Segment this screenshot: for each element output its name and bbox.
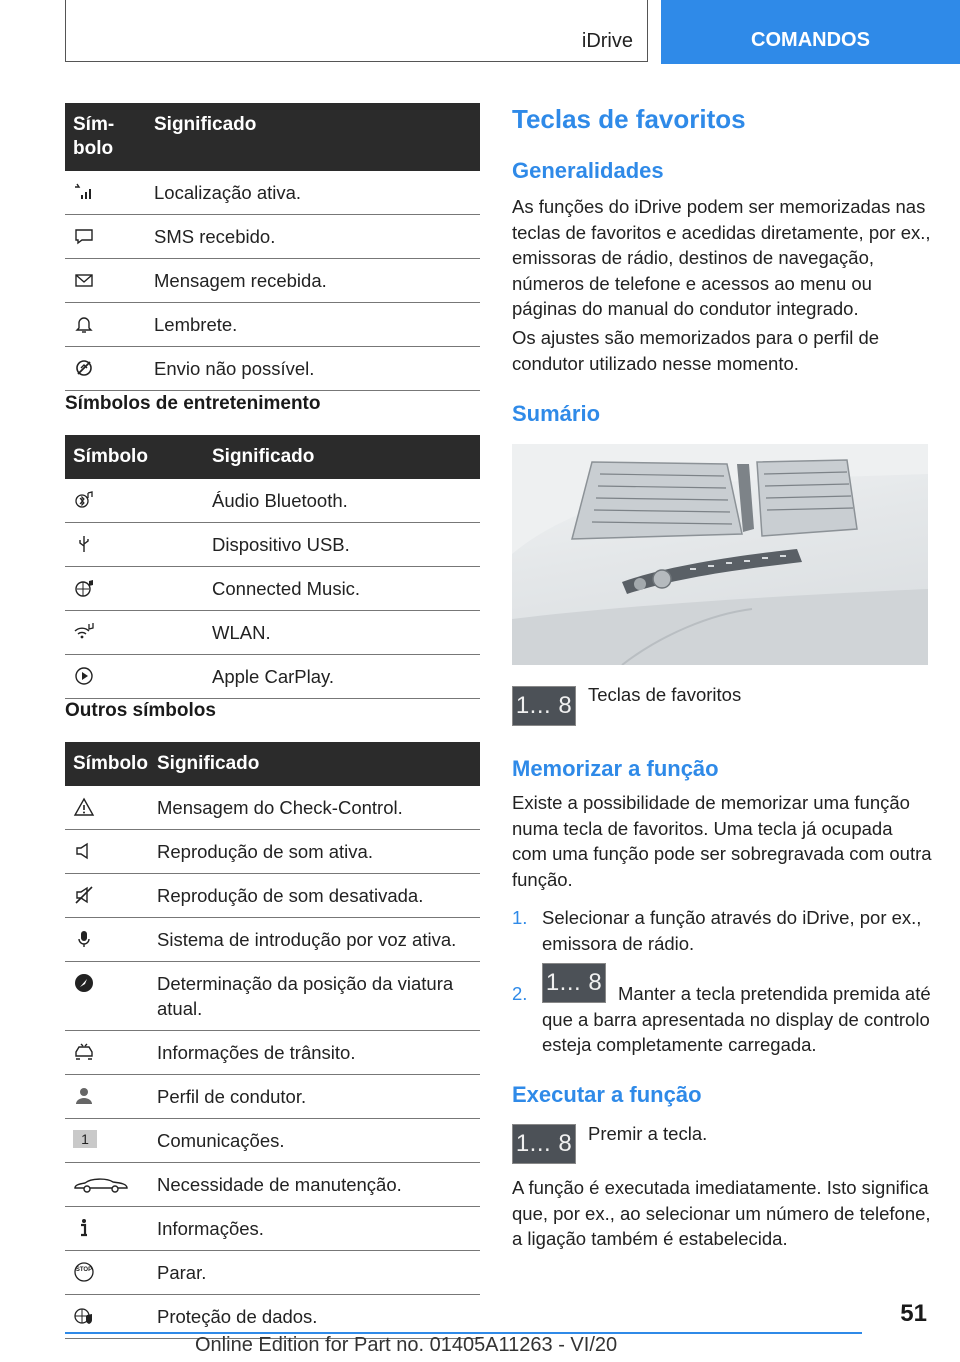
- navigation-arrow-icon: [73, 972, 95, 994]
- symbol-table-other: [65, 742, 480, 1339]
- table-row: [65, 1075, 480, 1119]
- table-row: [65, 830, 480, 874]
- step-2-text: Manter a tecla pretendida premida até que a barra apresentada no display de controlo esteja completamente carregada.: [542, 983, 931, 1055]
- row-text: Reprodução de som ativa.: [157, 841, 373, 862]
- bell-icon: [73, 313, 95, 335]
- chapter-tab: COMANDOS: [661, 0, 960, 64]
- table-row: [65, 611, 480, 655]
- page-number: 51: [900, 1300, 927, 1327]
- col-meaning-header: Significado: [212, 446, 315, 467]
- symbol-table-communication: [65, 103, 480, 391]
- table-row: [65, 918, 480, 962]
- favorite-key-caption: Teclas de favoritos: [588, 684, 742, 705]
- row-text: Informações.: [157, 1218, 264, 1239]
- row-text: Lembrete.: [154, 314, 238, 335]
- usb-icon: [73, 533, 95, 555]
- table-row: [65, 1119, 480, 1163]
- table-header: [65, 742, 480, 786]
- table-row: [65, 1163, 480, 1207]
- step-2-number: 2.: [512, 983, 528, 1004]
- info-icon: [73, 1217, 95, 1239]
- table-row: [65, 874, 480, 918]
- row-text: Reprodução de som desativada.: [157, 885, 424, 906]
- table-row: [65, 259, 480, 303]
- speaker-icon: [73, 840, 95, 862]
- table-header: [65, 435, 480, 479]
- table-row: [65, 962, 480, 1031]
- header-frame: [65, 0, 648, 62]
- table-row: [65, 523, 480, 567]
- table-row: [65, 1207, 480, 1251]
- favorite-key-button: 1... 8: [512, 1124, 576, 1164]
- table-header: [65, 103, 480, 171]
- memorize-steps: [512, 905, 932, 1065]
- general-paragraph-2: Os ajustes são memorizados para o perfil de condutor utilizado nesse momento.: [512, 327, 880, 374]
- row-text: Comunicações.: [157, 1130, 285, 1151]
- footer-edition: Online Edition for Part no. 01405A11263 - VI/20: [195, 1334, 618, 1356]
- general-paragraph-1: As funções do iDrive podem ser memorizadas nas teclas de favoritos e acedidas diretamente, por ex., emissoras de rádio, destinos de navegação, números de telefone e acessos ao menu ou páginas do manual do condutor integrado.: [512, 196, 931, 319]
- envelope-icon: [73, 269, 95, 291]
- col-symbol-header: Símbolo: [73, 446, 148, 467]
- table-row: [65, 171, 480, 215]
- symbol-table-entertainment: [65, 435, 480, 699]
- table-row: [65, 1251, 480, 1295]
- memorize-paragraph: Existe a possibilidade de memorizar uma função numa tecla de favoritos. Uma tecla já ocupada com uma função pode ser sobregravada com outra função.: [512, 792, 932, 890]
- row-text: SMS recebido.: [154, 226, 276, 247]
- communication-badge-icon: 1: [73, 1130, 97, 1148]
- warning-triangle-icon: [73, 796, 95, 818]
- table-row: [65, 1031, 480, 1075]
- col-meaning-header: Significado: [157, 753, 260, 774]
- stop-icon: [73, 1261, 95, 1283]
- col-symbol-header: Símbolo: [73, 753, 148, 774]
- row-text: Proteção de dados.: [157, 1306, 318, 1327]
- row-text: Informações de trânsito.: [157, 1042, 356, 1063]
- favorite-key-button: 1... 8: [512, 686, 576, 726]
- favorite-key-button: 1... 8: [542, 963, 606, 1003]
- row-text: Apple CarPlay.: [212, 666, 335, 687]
- entertainment-symbols-title: Símbolos de entretenimento: [65, 393, 321, 414]
- row-text: Mensagem recebida.: [154, 270, 327, 291]
- step-1-text: Selecionar a função através do iDrive, por ex., emissora de rádio.: [542, 907, 922, 954]
- row-text: Parar.: [157, 1262, 207, 1283]
- row-text: WLAN.: [212, 622, 271, 643]
- stop-badge-text: STOP: [75, 1267, 93, 1273]
- row-text: Perfil de condutor.: [157, 1086, 307, 1107]
- row-text: Localização ativa.: [154, 182, 302, 203]
- col-meaning-header: Significado: [154, 114, 257, 135]
- row-text: Mensagem do Check-Control.: [157, 797, 403, 818]
- send-blocked-icon: [73, 357, 95, 379]
- execute-heading: Executar a função: [512, 1082, 702, 1107]
- row-text: Connected Music.: [212, 578, 361, 599]
- memorize-heading: Memorizar a função: [512, 756, 719, 781]
- favorite-keys-title: Teclas de favoritos: [512, 104, 746, 134]
- row-text: Áudio Bluetooth.: [212, 490, 348, 511]
- row-text: Dispositivo USB.: [212, 534, 350, 555]
- table-row: [65, 655, 480, 699]
- row-text: Necessidade de manutenção.: [157, 1174, 402, 1195]
- row-text: Determinação da posição da viatura atual.: [157, 973, 454, 1019]
- bluetooth-audio-icon: [73, 489, 95, 511]
- col-symbol-header: Sím- bolo: [73, 114, 115, 159]
- driver-profile-icon: [73, 1085, 95, 1107]
- connected-music-icon: [73, 577, 95, 599]
- table-row: [65, 347, 480, 391]
- summary-heading: Sumário: [512, 401, 601, 426]
- traffic-car-icon: [73, 1041, 95, 1063]
- dashboard-photo: [512, 444, 928, 665]
- table-row: [65, 786, 480, 830]
- row-text: Envio não possível.: [154, 358, 315, 379]
- signal-bars-icon: [73, 181, 95, 203]
- table-row: [65, 479, 480, 523]
- data-protection-icon: [73, 1305, 95, 1327]
- speaker-muted-icon: [73, 884, 95, 906]
- carplay-icon: [73, 665, 95, 687]
- execute-caption: Premir a tecla.: [588, 1123, 708, 1144]
- wlan-icon: [73, 621, 95, 643]
- microphone-icon: [73, 928, 95, 950]
- step-1-number: 1.: [512, 907, 528, 928]
- table-row: [65, 567, 480, 611]
- table-row: [65, 303, 480, 347]
- execute-paragraph: A função é executada imediatamente. Isto significa que, por ex., ao selecionar um número de telefone, a ligação também é estabelecida.: [512, 1177, 931, 1249]
- sms-icon: [73, 225, 95, 247]
- section-title: iDrive: [581, 30, 633, 52]
- table-row: [65, 215, 480, 259]
- general-heading: Generalidades: [512, 158, 664, 183]
- row-text: Sistema de introdução por voz ativa.: [157, 929, 457, 950]
- other-symbols-title: Outros símbolos: [65, 700, 216, 721]
- service-car-icon: [73, 1173, 129, 1195]
